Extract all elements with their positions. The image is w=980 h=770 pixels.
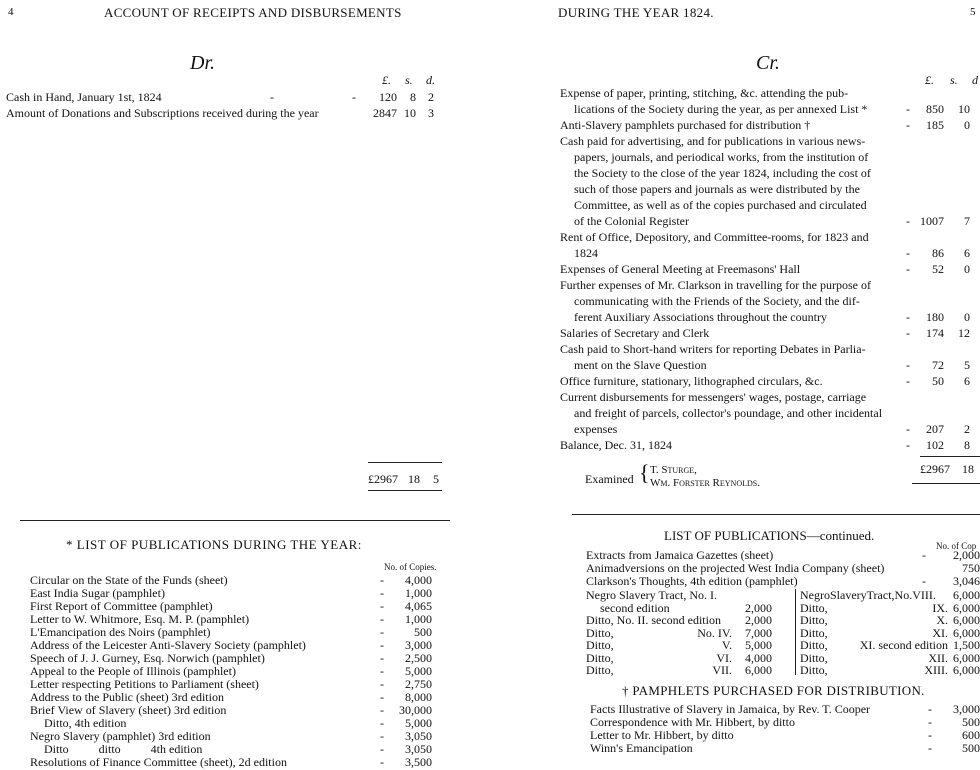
- publication-item: [0, 677, 450, 690]
- tract-left-number: VII.: [712, 663, 732, 677]
- debit-item-pence: 2: [428, 90, 434, 104]
- credit-item-shillings: 0: [964, 118, 970, 132]
- leader-dash: -: [906, 118, 910, 132]
- tract-right-title: Ditto,: [800, 638, 828, 652]
- tract-left-copies: 4,000: [745, 650, 772, 665]
- debit-total-pence: 5: [433, 472, 439, 486]
- publication-copies: 2,750: [405, 677, 432, 691]
- publication-title: East India Sugar (pamphlet): [30, 586, 165, 600]
- credit-items: [0, 86, 980, 456]
- debit-item-text: Amount of Donations and Subscriptions received during the year: [6, 106, 319, 120]
- publication-title: Address of the Leicester Anti-Slavery Society (pamphlet): [30, 638, 306, 652]
- examined-label: Examined: [585, 472, 634, 486]
- publication-copies: 1,000: [405, 586, 432, 600]
- leader-dash: -: [906, 438, 910, 452]
- leader-dash: -: [922, 548, 926, 562]
- tract-right-copies: 6,000: [953, 650, 980, 665]
- credit-item-text: ferent Auxiliary Associations throughout the country: [574, 310, 827, 324]
- tract-left-title: second edition: [600, 600, 670, 615]
- debit-item-shillings: 10: [404, 106, 416, 120]
- credit-item-pounds: 850: [926, 102, 944, 116]
- publication-title: Brief View of Slavery (sheet) 3rd edition: [30, 703, 227, 717]
- publication-copies: 4,065: [405, 599, 432, 613]
- publications-left-title: * LIST OF PUBLICATIONS DURING THE YEAR:: [66, 537, 362, 552]
- publication-title: Letter respecting Petitions to Parliament (sheet): [30, 677, 259, 691]
- publication-copies: 2,000: [953, 548, 980, 562]
- leader-dash: -: [906, 326, 910, 340]
- debit-col-pounds-header: £.: [382, 73, 391, 87]
- leader-dash: -: [380, 742, 384, 756]
- leader-dash: -: [906, 246, 910, 260]
- leader-dash: -: [906, 422, 910, 436]
- credit-item-pounds: 185: [926, 118, 944, 132]
- tract-row: [0, 613, 980, 626]
- publication-title: Extracts from Jamaica Gazettes (sheet): [586, 548, 774, 562]
- publication-copies: 5,000: [405, 716, 432, 730]
- credit-item-shillings: 6: [964, 374, 970, 388]
- credit-item-text: ment on the Slave Question: [574, 358, 707, 372]
- credit-item-continuation: [0, 310, 980, 325]
- credit-item-shillings: 8: [964, 438, 970, 452]
- publication-title: Animadversions on the projected West India Company (sheet): [586, 561, 885, 575]
- publication-copies: 30,000: [399, 703, 432, 717]
- credit-item-text: communicating with the Friends of the Society, and the dif-: [574, 294, 860, 308]
- debit-total-rule-bottom: [368, 490, 442, 491]
- credit-item-continuation: [0, 150, 980, 165]
- left-running-header: ACCOUNT OF RECEIPTS AND DISBURSEMENTS: [104, 5, 402, 20]
- credit-item-continuation: [0, 422, 980, 437]
- tract-row: [0, 663, 980, 676]
- publications-right-title: LIST OF PUBLICATIONS—continued.: [664, 528, 875, 543]
- leader-dash: -: [922, 574, 926, 588]
- leader-dash: -: [906, 358, 910, 372]
- credit-item-pounds: 174: [926, 326, 944, 340]
- credit-item-continuation: [0, 166, 980, 181]
- tract-table-divider: [795, 589, 796, 675]
- credit-item-pounds: 102: [926, 438, 944, 452]
- credit-item: [0, 134, 980, 149]
- tract-right-copies: 6,000: [953, 625, 980, 640]
- tract-left-copies: 5,000: [745, 638, 772, 652]
- credit-item-text: Further expenses of Mr. Clarkson in travelling for the purpose of: [560, 278, 871, 292]
- credit-item-shillings: 12: [958, 326, 970, 340]
- pamphlet-copies: 600: [962, 728, 980, 742]
- credit-item-shillings: 7: [964, 214, 970, 228]
- examiner-name: Wm. Forster Reynolds.: [650, 477, 760, 489]
- credit-item-text: Anti-Slavery pamphlets purchased for distribution †: [560, 118, 811, 132]
- credit-col-pence-header: d: [972, 73, 978, 87]
- leader-dash: -: [906, 310, 910, 324]
- pamphlet-title: Winn's Emancipation: [590, 741, 693, 755]
- credit-item-continuation: [0, 246, 980, 261]
- credit-item-text: Balance, Dec. 31, 1824: [560, 438, 672, 452]
- debit-heading: Dr.: [190, 52, 216, 74]
- tract-left-title: Ditto,: [586, 663, 614, 677]
- leader-dash: -: [906, 102, 910, 116]
- publication-copies: 500: [414, 625, 432, 639]
- credit-item: [0, 374, 980, 389]
- pamphlet-copies: 500: [962, 715, 980, 729]
- leader-dash: -: [928, 728, 932, 742]
- tract-right-number: XIII.: [924, 663, 948, 677]
- credit-item-text: Expense of paper, printing, stitching, &c. attending the pub-: [560, 86, 849, 100]
- credit-item: [0, 390, 980, 405]
- tract-left-number: No. IV.: [697, 625, 732, 640]
- tract-row: [0, 651, 980, 664]
- leader-dash: -: [380, 625, 384, 639]
- pamphlet-title: Letter to Mr. Hibbert, by ditto: [590, 728, 734, 742]
- leader-dash: -: [352, 90, 356, 104]
- leader-dash: -: [380, 573, 384, 587]
- credit-total-pounds: £2967: [920, 462, 950, 476]
- tract-left-copies: 6,000: [745, 663, 772, 677]
- credit-item-text: Salaries of Secretary and Clerk: [560, 326, 710, 340]
- tract-right-number: XI.: [932, 625, 948, 640]
- tract-left-copies: 2,000: [745, 600, 772, 615]
- publications-right-copies-header: No. of Cop: [936, 541, 977, 551]
- tract-row: [0, 588, 980, 601]
- tract-row: [0, 601, 980, 614]
- tract-right-title: Ditto,: [800, 625, 828, 640]
- publication-copies: 1,000: [405, 612, 432, 626]
- publication-copies: 2,500: [405, 651, 432, 665]
- leader-dash: -: [380, 690, 384, 704]
- credit-item: [0, 262, 980, 277]
- credit-item-text: papers, journals, and periodical works, from the institution of: [574, 150, 869, 164]
- tract-left-title: Ditto,: [586, 638, 614, 652]
- pamphlet-item: [0, 702, 980, 715]
- credit-item-text: of the Colonial Register: [574, 214, 689, 228]
- tract-left-copies: 7,000: [745, 625, 772, 640]
- debit-item-pence: 3: [428, 106, 434, 120]
- publication-item: [0, 574, 980, 587]
- left-page-number: 4: [8, 6, 14, 18]
- leader-dash: -: [928, 741, 932, 755]
- debit-item-shillings: 8: [410, 90, 416, 104]
- publications-right-list: [0, 548, 980, 590]
- credit-item-shillings: 2: [964, 422, 970, 436]
- leader-dash: -: [928, 715, 932, 729]
- debit-item-pounds: 120: [379, 90, 397, 104]
- pamphlet-copies: 3,000: [953, 702, 980, 716]
- debit-col-shillings-header: s.: [405, 73, 413, 87]
- credit-item-shillings: 6: [964, 246, 970, 260]
- tract-left-title: Negro Slavery Tract, No. I.: [586, 588, 717, 602]
- right-running-header: DURING THE YEAR 1824.: [558, 5, 714, 20]
- credit-item: [0, 230, 980, 245]
- tract-right-copies: 6,000: [953, 600, 980, 615]
- credit-item-text: Rent of Office, Depository, and Committee-rooms, for 1823 and: [560, 230, 869, 244]
- leader-dash: -: [380, 664, 384, 678]
- credit-item: [0, 438, 980, 453]
- pamphlet-copies: 500: [962, 741, 980, 755]
- credit-col-shillings-header: s.: [950, 73, 958, 87]
- publication-title: Letter to W. Whitmore, Esq. M. P. (pamphlet): [30, 612, 250, 626]
- right-page-number: 5: [970, 6, 976, 18]
- leader-dash: -: [906, 374, 910, 388]
- tract-right-number: X.: [936, 613, 948, 627]
- tract-table: [0, 588, 980, 678]
- credit-item-text: Expenses of General Meeting at Freemasons' Hall: [560, 262, 801, 276]
- debit-total-rule-top: [368, 462, 442, 463]
- pamphlets-list: [0, 702, 980, 768]
- credit-item-pounds: 180: [926, 310, 944, 324]
- leader-dash: -: [380, 586, 384, 600]
- credit-item-continuation: [0, 294, 980, 309]
- examined-brace: {: [639, 460, 650, 485]
- credit-item-pounds: 50: [932, 374, 944, 388]
- leader-dash: -: [380, 716, 384, 730]
- tract-left-copies: 2,000: [745, 613, 772, 627]
- tract-right-title: NegroSlaveryTract,No.VIII.: [800, 588, 936, 602]
- credit-item: [0, 326, 980, 341]
- leader-dash: -: [380, 638, 384, 652]
- credit-item-continuation: [0, 102, 980, 117]
- credit-total-shillings: 18: [962, 462, 974, 476]
- tract-left-title: Ditto, No. II. second edition: [586, 613, 721, 627]
- credit-item-text: Cash paid for advertising, and for publications in various news-: [560, 134, 866, 148]
- credit-item-text: Office furniture, stationary, lithographed circulars, &c.: [560, 374, 823, 388]
- publication-copies: 8,000: [405, 690, 432, 704]
- credit-item-continuation: [0, 358, 980, 373]
- publication-title: Speech of J. J. Gurney, Esq. Norwich (pamphlet): [30, 651, 265, 665]
- publication-copies: 5,000: [405, 664, 432, 678]
- examiner-name: T. Sturge,: [650, 464, 697, 476]
- debit-item-pounds: 2847: [373, 106, 397, 120]
- publication-copies: 750: [962, 561, 980, 575]
- credit-item-continuation: [0, 214, 980, 229]
- credit-item: [0, 342, 980, 357]
- credit-item-continuation: [0, 406, 980, 421]
- publication-item: [0, 548, 980, 561]
- credit-item-pounds: 86: [932, 246, 944, 260]
- leader-dash: -: [380, 755, 384, 769]
- credit-item-text: such of those papers and journals as were distributed by the: [574, 182, 860, 196]
- credit-item-pounds: 52: [932, 262, 944, 276]
- leader-dash: -: [380, 729, 384, 743]
- credit-item-shillings: 0: [964, 310, 970, 324]
- credit-item-text: Current disbursements for messengers' wages, postage, carriage: [560, 390, 867, 404]
- tract-left-title: Ditto,: [586, 650, 614, 665]
- debit-col-pence-header: d.: [426, 73, 435, 87]
- tract-right-number: XII.: [928, 650, 948, 665]
- publication-item: [0, 561, 980, 574]
- publication-copies: 3,000: [405, 638, 432, 652]
- credit-item-shillings: 10: [958, 102, 970, 116]
- credit-item-continuation: [0, 198, 980, 213]
- tract-right-copies: 1,500: [953, 638, 980, 652]
- credit-heading: Cr.: [756, 52, 780, 74]
- tract-right-number: IX.: [932, 600, 948, 615]
- credit-item: [0, 118, 980, 133]
- publication-copies: 4,000: [405, 573, 432, 587]
- credit-item-shillings: 0: [964, 262, 970, 276]
- credit-item: [0, 86, 980, 101]
- tract-left-number: V.: [721, 638, 732, 652]
- credit-item-shillings: 5: [964, 358, 970, 372]
- credit-item-text: 1824: [574, 246, 598, 260]
- publication-title: Resolutions of Finance Committee (sheet), 2d edition: [30, 755, 287, 769]
- leader-dash: -: [380, 599, 384, 613]
- credit-item-text: and freight of parcels, collector's poundage, and other incidental: [574, 406, 883, 420]
- debit-item-text: Cash in Hand, January 1st, 1824: [6, 90, 162, 104]
- tract-right-copies: 6,000: [953, 613, 980, 627]
- credit-item-text: Cash paid to Short-hand writers for reporting Debates in Parlia-: [560, 342, 866, 356]
- publication-title: Ditto ditto 4th edition: [44, 742, 203, 756]
- tract-row: [0, 626, 980, 639]
- tract-left-title: Ditto,: [586, 625, 614, 640]
- publication-title: L'Emancipation des Noirs (pamphlet): [30, 625, 211, 639]
- tract-right-number: XI. second edition: [859, 638, 948, 652]
- credit-item: [0, 278, 980, 293]
- right-section-rule: [572, 514, 980, 515]
- tract-right-title: Ditto,: [800, 600, 828, 615]
- tract-right-copies: 6,000: [953, 588, 980, 602]
- credit-item-text: the Society to the close of the year 1824, including the cost of: [574, 166, 871, 180]
- credit-item-continuation: [0, 182, 980, 197]
- pamphlet-item: [0, 715, 980, 728]
- pamphlets-title: † PAMPHLETS PURCHASED FOR DISTRIBUTION.: [622, 683, 925, 698]
- credit-item-pounds: 207: [926, 422, 944, 436]
- publication-title: Clarkson's Thoughts, 4th edition (pamphlet): [586, 574, 798, 588]
- leader-dash: -: [906, 262, 910, 276]
- pamphlet-item: [0, 728, 980, 741]
- publication-title: Negro Slavery (pamphlet) 3rd edition: [30, 729, 211, 743]
- leader-dash: -: [380, 703, 384, 717]
- publication-copies: 3,050: [405, 729, 432, 743]
- left-section-rule: [20, 520, 450, 521]
- tract-row: [0, 638, 980, 651]
- credit-item-pounds: 72: [932, 358, 944, 372]
- leader-dash: -: [380, 677, 384, 691]
- credit-total-rule-bottom: [912, 483, 980, 484]
- tract-right-title: Ditto,: [800, 650, 828, 665]
- leader-dash: -: [380, 651, 384, 665]
- credit-item-text: Committee, as well as of the copies purchased and circulated: [574, 198, 867, 212]
- credit-item-pounds: 1007: [920, 214, 944, 228]
- credit-total-rule-top: [920, 456, 980, 457]
- tract-right-copies: 6,000: [953, 663, 980, 677]
- publication-copies: 3,046: [953, 574, 980, 588]
- leader-dash: -: [906, 214, 910, 228]
- publication-title: Address to the Public (sheet) 3rd edition: [30, 690, 224, 704]
- debit-total-shillings: 18: [408, 472, 420, 486]
- publication-copies: 3,050: [405, 742, 432, 756]
- tract-right-title: Ditto,: [800, 663, 828, 677]
- pamphlet-title: Facts Illustrative of Slavery in Jamaica, by Rev. T. Cooper: [590, 702, 871, 716]
- credit-item-text: lications of the Society during the year, as per annexed List *: [574, 102, 868, 116]
- publication-title: Circular on the State of the Funds (sheet): [30, 573, 228, 587]
- leader-dash: -: [928, 702, 932, 716]
- credit-item-text: expenses: [574, 422, 618, 436]
- publication-copies: 3,500: [405, 755, 432, 769]
- tract-left-number: VI.: [716, 650, 732, 665]
- pamphlet-item: [0, 741, 980, 754]
- debit-total-pounds: £2967: [368, 472, 398, 486]
- publications-left-copies-header: No. of Copies.: [384, 562, 437, 572]
- leader-dash: -: [380, 612, 384, 626]
- leader-dash: -: [270, 90, 274, 104]
- publication-title: Appeal to the People of Illinois (pamphlet): [30, 664, 236, 678]
- publication-title: Ditto, 4th edition: [44, 716, 127, 730]
- pamphlet-title: Correspondence with Mr. Hibbert, by ditto: [590, 715, 795, 729]
- credit-col-pounds-header: £.: [925, 73, 934, 87]
- tract-right-title: Ditto,: [800, 613, 828, 627]
- publication-title: First Report of Committee (pamphlet): [30, 599, 213, 613]
